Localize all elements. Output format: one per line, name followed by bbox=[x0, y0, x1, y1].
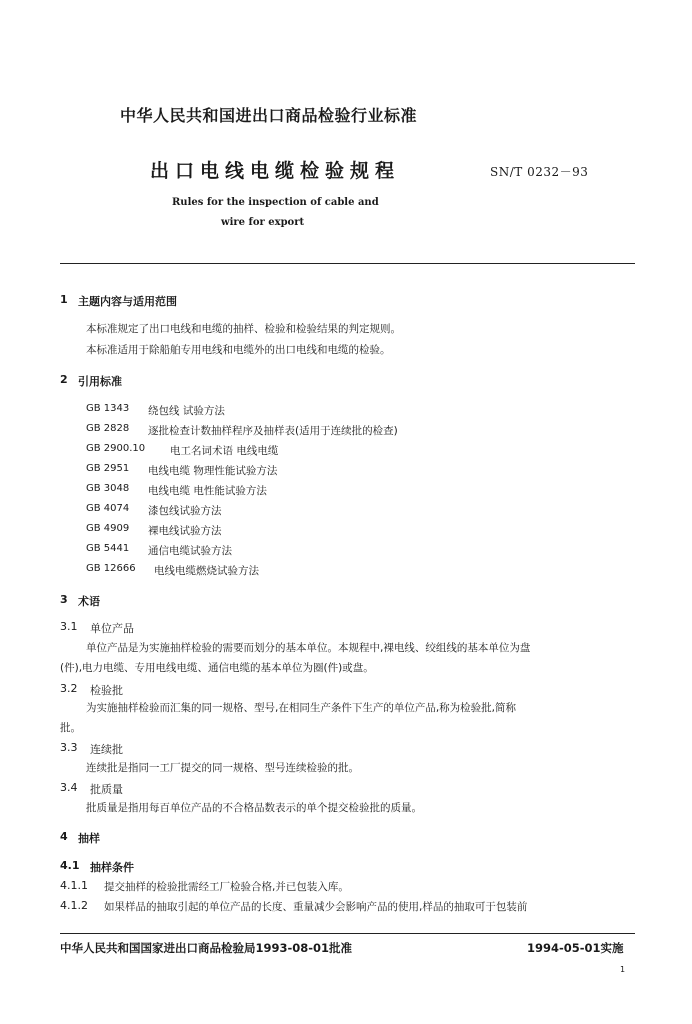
reference-name: 绕包线 试验方法 bbox=[148, 405, 225, 417]
document-title-cn: 出口电线电缆检验规程 bbox=[150, 160, 401, 182]
subsection-number: 4.1 bbox=[60, 859, 80, 872]
section-3-heading: 术语 bbox=[78, 595, 100, 608]
footer-divider bbox=[60, 933, 635, 934]
subsection-heading: 单位产品 bbox=[90, 622, 134, 635]
reference-code: GB 2828 bbox=[86, 423, 130, 434]
subsection-heading: 检验批 bbox=[90, 684, 123, 697]
subsection-paragraph: 单位产品是为实施抽样检验的需要而划分的基本单位。本规程中,裸电线、绞组线的基本单位为盘 bbox=[86, 642, 531, 654]
reference-code: GB 1343 bbox=[86, 403, 130, 414]
reference-code: GB 2900.10 bbox=[86, 443, 146, 454]
subsection-paragraph: 为实施抽样检验而汇集的同一规格、型号,在相同生产条件下生产的单位产品,称为检验批,简称 bbox=[86, 702, 517, 714]
reference-code: GB 4909 bbox=[86, 523, 130, 534]
subsection-heading: 连续批 bbox=[90, 743, 123, 756]
standard-code: SN/T 0232－93 bbox=[490, 165, 589, 179]
page-number: 1 bbox=[620, 965, 626, 974]
reference-name: 电线电缆燃烧试验方法 bbox=[154, 565, 259, 577]
subsection-paragraph: 批质量是指用每百单位产品的不合格品数表示的单个提交检验批的质量。 bbox=[86, 802, 422, 814]
section-1-paragraph: 本标准规定了出口电线和电缆的抽样、检验和检验结果的判定规则。 bbox=[86, 323, 401, 335]
subsection-heading: 抽样条件 bbox=[90, 861, 134, 874]
header-divider bbox=[60, 263, 635, 264]
approval-statement: 中华人民共和国国家进出口商品检验局1993-08-01批准 bbox=[60, 941, 353, 955]
document-title-en-line2: wire for export bbox=[221, 217, 305, 228]
section-4-number: 4 bbox=[60, 830, 68, 843]
reference-name: 电线电缆 物理性能试验方法 bbox=[148, 465, 278, 477]
reference-name: 通信电缆试验方法 bbox=[148, 545, 232, 557]
reference-code: GB 12666 bbox=[86, 563, 136, 574]
subsection-heading: 批质量 bbox=[90, 783, 123, 796]
section-1-number: 1 bbox=[60, 293, 68, 306]
subsection-paragraph-continued: (件),电力电缆、专用电线电缆、通信电缆的基本单位为圈(件)或盘。 bbox=[60, 662, 374, 674]
section-2-number: 2 bbox=[60, 373, 68, 386]
section-3-number: 3 bbox=[60, 593, 68, 606]
subsection-number: 3.1 bbox=[60, 620, 78, 633]
effective-date: 1994-05-01实施 bbox=[527, 941, 624, 955]
reference-code: GB 2951 bbox=[86, 463, 130, 474]
reference-name: 电线电缆 电性能试验方法 bbox=[148, 485, 267, 497]
reference-code: GB 3048 bbox=[86, 483, 130, 494]
subsection-number: 3.3 bbox=[60, 741, 78, 754]
reference-name: 电工名词术语 电线电缆 bbox=[170, 445, 279, 457]
section-4-heading: 抽样 bbox=[78, 832, 100, 845]
subsection-number: 3.4 bbox=[60, 781, 78, 794]
section-2-heading: 引用标准 bbox=[78, 375, 122, 388]
reference-code: GB 4074 bbox=[86, 503, 130, 514]
clause-text: 如果样品的抽取引起的单位产品的长度、重量减少会影响产品的使用,样品的抽取可于包装前 bbox=[104, 901, 528, 913]
reference-name: 裸电线试验方法 bbox=[148, 525, 222, 537]
subsection-paragraph: 连续批是指同一工厂提交的同一规格、型号连续检验的批。 bbox=[86, 762, 359, 774]
subsection-paragraph-continued: 批。 bbox=[60, 722, 81, 734]
section-1-heading: 主题内容与适用范围 bbox=[78, 295, 177, 308]
issuing-authority-heading: 中华人民共和国进出口商品检验行业标准 bbox=[120, 106, 418, 125]
reference-name: 逐批检查计数抽样程序及抽样表(适用于连续批的检查) bbox=[148, 425, 398, 437]
section-1-paragraph: 本标准适用于除船舶专用电线和电缆外的出口电线和电缆的检验。 bbox=[86, 344, 391, 356]
clause-number: 4.1.2 bbox=[60, 899, 88, 912]
subsection-number: 3.2 bbox=[60, 682, 78, 695]
clause-text: 提交抽样的检验批需经工厂检验合格,并已包装入库。 bbox=[104, 881, 349, 893]
document-title-en-line1: Rules for the inspection of cable and bbox=[172, 197, 379, 208]
clause-number: 4.1.1 bbox=[60, 879, 88, 892]
reference-name: 漆包线试验方法 bbox=[148, 505, 222, 517]
reference-code: GB 5441 bbox=[86, 543, 130, 554]
